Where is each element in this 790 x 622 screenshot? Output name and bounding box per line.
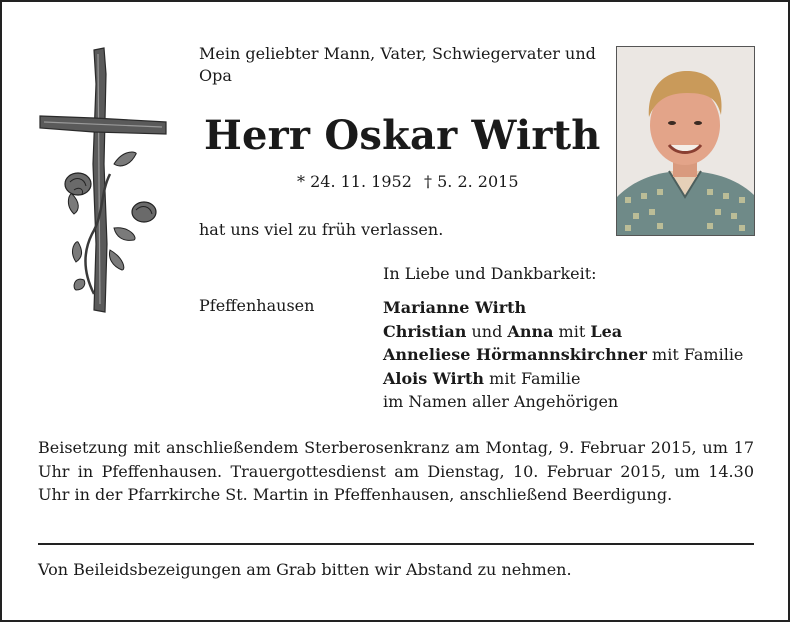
mourner-name: Anneliese Hörmannskirchner	[383, 345, 647, 364]
death-date: † 5. 2. 2015	[424, 172, 519, 191]
mourner-line	[383, 343, 743, 367]
mourner-name: Christian	[383, 321, 467, 341]
cross-with-roses-icon	[34, 44, 174, 316]
divider	[38, 543, 754, 545]
mourner-name: Marianne Wirth	[383, 298, 527, 317]
mourners-list	[383, 296, 743, 414]
mourner-connector: mit Familie	[489, 368, 581, 388]
portrait-photo	[616, 46, 755, 236]
mourner-line	[383, 367, 743, 391]
mourner-name: Alois Wirth	[383, 368, 485, 388]
mourner-line	[383, 296, 743, 320]
mourner-connector: mit	[558, 321, 586, 341]
birth-date: * 24. 11. 1952	[297, 172, 412, 191]
funeral-details: Beisetzung mit anschließendem Sterberosenkranz am Montag, 9. Februar 2015, um 17 Uhr in Pfeffenhausen. Trauergottesdienst am Dienstag, 10. Februar 2015, um 14.30 Uhr in der Pfarrkirche St. Martin in Pfeffenhausen, anschließend Beerdigung.	[38, 438, 754, 505]
intro-text: Mein geliebter Mann, Vater, Schwiegervater und Opa	[199, 44, 596, 85]
mourner-name: Anna	[507, 321, 554, 341]
closing-note: Von Beileidsbezeigungen am Grab bitten wir Abstand zu nehmen.	[38, 560, 572, 579]
mourner-line: im Namen aller Angehörigen	[383, 392, 619, 411]
gratitude-line: In Liebe und Dankbarkeit:	[383, 264, 597, 283]
deceased-name: Herr Oskar Wirth	[204, 112, 601, 159]
mourner-line	[383, 320, 743, 344]
left-message: hat uns viel zu früh verlassen.	[199, 220, 444, 239]
mourner-connector: und	[471, 321, 503, 341]
place-name: Pfeffenhausen	[199, 296, 315, 315]
mourner-name: Lea	[590, 321, 623, 341]
mourner-connector: mit Familie	[652, 345, 744, 364]
